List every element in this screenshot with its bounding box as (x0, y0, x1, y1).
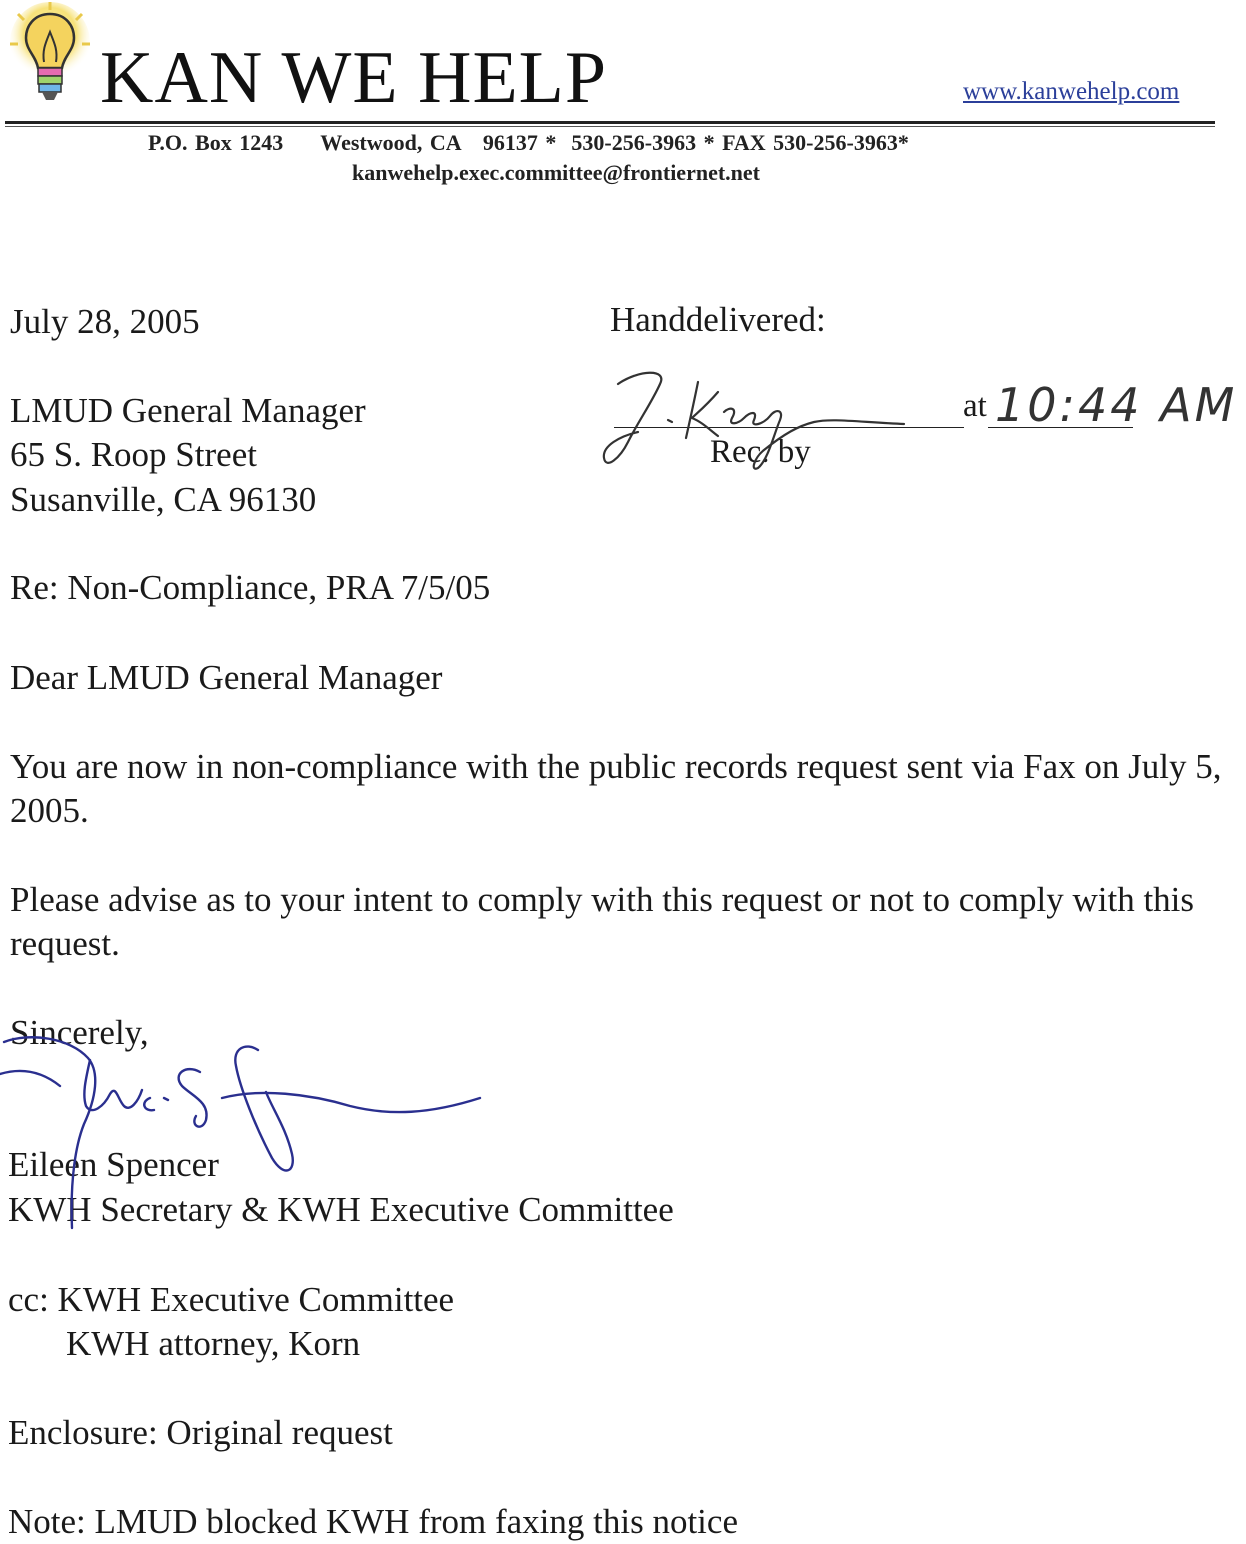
contact-email: kanwehelp.exec.committee@frontiernet.net (352, 160, 760, 185)
enclosure-line: Enclosure: Original request (8, 1413, 393, 1452)
lightbulb-logo-icon (8, 2, 98, 107)
receipt-at-label: at (963, 388, 987, 424)
signer-signature (0, 1028, 490, 1238)
recipient-street: 65 S. Roop Street (10, 435, 257, 474)
received-by-label: Rec. by (710, 434, 811, 470)
closing: Sincerely, (10, 1013, 149, 1052)
receiver-signature (598, 362, 908, 477)
cc-line: cc: KWH Executive Committee (8, 1280, 455, 1319)
salutation: Dear LMUD General Manager (10, 658, 443, 697)
recipient-city: Susanville, CA 96130 (10, 480, 317, 519)
body-paragraph: You are now in non-compliance with the public records request sent via Fax on July 5, 2005. (10, 747, 1222, 830)
signer-name: Eileen Spencer (8, 1145, 219, 1184)
note-line: Note: LMUD blocked KWH from faxing this notice (8, 1502, 738, 1541)
letterhead-rule (5, 121, 1215, 124)
letter-date: July 28, 2005 (10, 302, 200, 341)
subject-line: Re: Non-Compliance, PRA 7/5/05 (10, 568, 491, 607)
receipt-time: 10:44 AM (995, 378, 1238, 432)
website-link[interactable]: www.kanwehelp.com (963, 78, 1180, 105)
letterhead-rule-thin (5, 126, 1215, 127)
contact-info: P.O. Box 1243 Westwood, CA 96137 * 530-256-3963 * FAX 530-256-3963* (148, 130, 909, 155)
organization-name: KAN WE HELP (100, 37, 608, 119)
body-paragraph: Please advise as to your intent to comply with this request or not to comply with this request. (10, 880, 1195, 963)
recipient-name: LMUD General Manager (10, 391, 366, 430)
cc-recipient: KWH attorney, Korn (66, 1324, 361, 1363)
hand-delivered-label: Handdelivered: (610, 300, 826, 339)
signer-title: KWH Secretary & KWH Executive Committee (8, 1190, 674, 1229)
